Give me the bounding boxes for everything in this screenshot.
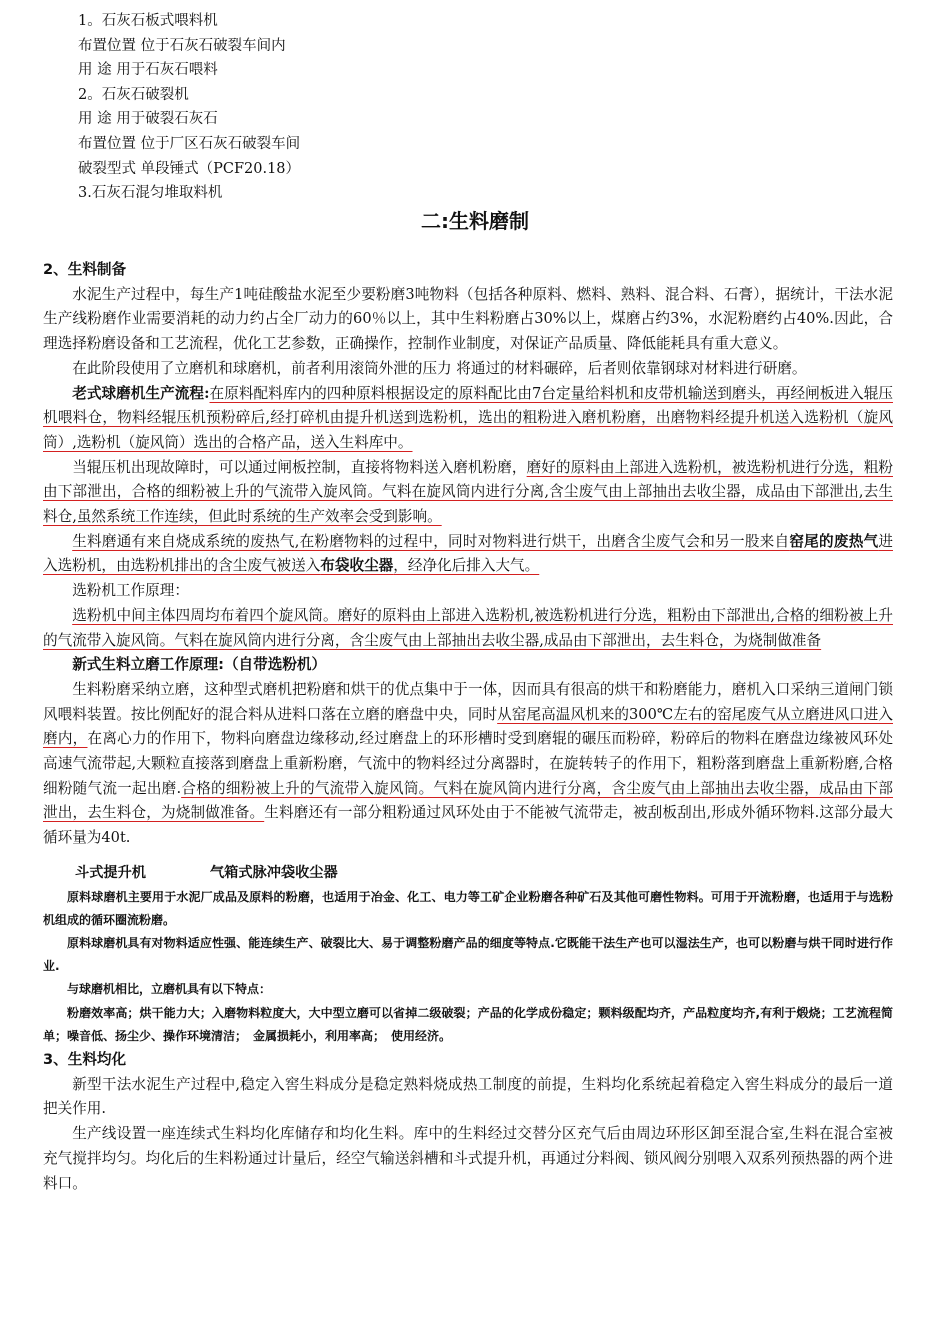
paragraph-vertical-mill (43, 678, 893, 851)
paragraph-ball-mill-features: 原料球磨机具有对物料适应性强、能连续生产、破裂比大、易于调整粉磨产品的细度等特点.它既能干法生产也可以湿法生产，也可以粉磨与烘干同时进行作业. (43, 935, 893, 974)
underlined-text: 生料磨通有来自烧成系统的废热气,在粉磨物料的过程中，同时对物料进行烘干，出磨含尘废气会和另一股来自 (72, 532, 790, 550)
heading-vertical-mill: 新式生料立磨工作原理:（自带选粉机） (72, 656, 327, 674)
underlined-text: 从窑尾高温风机来的300℃左右的窑尾废气从立磨进风口进入磨内， (43, 705, 893, 748)
paragraph-ball-mill-process (43, 382, 893, 456)
ball-mill-process-text: 在原料配料库内的四种原料根据设定的原料配比由7台定量给料机和皮带机输送到磨头，再经闸板进入辊压机喂料仓，物料经辊压机预粉碎后,经打碎机由提升机送到选粉机，选出的粗粉进入磨机粉磨，出磨物料经提升机送入选粉机（旋风筒）,选粉机（旋风筒）选出的合格产品，送入生料库中。 (43, 384, 893, 451)
paragraph-homogenization-intro: 新型干法水泥生产过程中,稳定入窖生料成分是稳定熟料烧成热工制度的前提，生料均化系统起着稳定入窖生料成分的最后一道把关作用. (43, 1075, 893, 1118)
heading-raw-meal-prep: 2、生料制备 (43, 261, 127, 278)
section-title: 二:生料磨制 (421, 209, 529, 233)
list-item: 布置位置 位于石灰石破裂车间内 (78, 37, 286, 54)
list-item: 破裂型式 单段锤式（PCF20.18） (78, 160, 301, 177)
list-item: 用 途 用于破裂石灰石 (78, 111, 218, 128)
bold-term: 布袋收尘器 (320, 557, 394, 575)
list-item: 1。石灰石板式喂料机 (78, 13, 218, 29)
paragraph-ball-mill-use: 原料球磨机主要用于水泥厂成品及原料的粉磨，也适用于冶金、化工、电力等工矿企业粉磨各种矿石及其他可磨性物料。可用于开流粉磨，也适用于与选粉机组成的循环圈流粉磨。 (43, 889, 893, 927)
paragraph-waste-heat (43, 530, 893, 579)
paragraph-separator-principle: 选粉机中间主体四周均布着四个旋风筒。磨好的原料由上部进入选粉机,被选粉机进行分选，粗粉由下部泄出,合格的细粉被上升的气流带入旋风筒。气料在旋风筒内进行分离，含尘废气由上部抽出去收尘器,成品由下部泄出，去生料仓，为烧制做准备 (43, 606, 893, 649)
underlined-text: ，经净化后排入大气。 (393, 557, 540, 575)
main-content (43, 258, 893, 1196)
heading-homogenization: 3、生料均化 (43, 1051, 127, 1068)
list-item: 2。石灰石破裂机 (78, 86, 189, 103)
figure-captions (43, 861, 893, 886)
caption-bag-filter: 气箱式脉冲袋收尘器 (209, 864, 338, 881)
underlined-text: 磨好的原料由上部进入选粉机，被选粉机进行分选，粗粉由下部泄出，合格的细粉被上升的气流带入旋风筒。气料在旋风筒内进行分离,含尘废气由上部抽出去收尘器，成品由下部泄出,去生料仓,虽然系统工作连续，但此时系统的生产效率会受到影响。 (43, 458, 893, 526)
text-span: 当辊压机出现故障时，可以通过闸板控制，直接将物料送入磨机粉磨， (72, 458, 527, 476)
underlined-text: 合格的细粉被上升的气流带入旋风筒。气料在旋风筒内进行分离，含尘废气由上部抽出去收尘器，成品由下部泄出，去生料仓，为烧制做准备。 (43, 779, 893, 822)
bold-term: 窑尾的废热气 (789, 532, 879, 550)
paragraph-separator-heading: 选粉机工作原理： (72, 582, 189, 600)
list-item: 用 途 用于石灰石喂料 (78, 62, 218, 79)
text-span: 生料粉磨采纳立磨，这种型式磨机把粉磨和烘干的优点集中于一体，因而具有很高的烘干和粉磨能力，磨机入口采纳三道闸门锁风喂料装置。按比例配好的混合料从进料口落在立磨的磨盘中央，同时 (43, 680, 893, 723)
paragraph-mills: 在此阶段使用了立磨机和球磨机，前者利用滚筒外泄的压力 将通过的材料碾碎，后者则依靠钢球对材料进行研磨。 (72, 359, 807, 377)
underlined-text: 进入选粉机，由选粉机排出的含尘废气被送入 (43, 532, 893, 575)
equipment-list (78, 9, 300, 206)
list-item: 3.石灰石混匀堆取料机 (78, 185, 223, 202)
paragraph-homogenization-silo: 生产线设置一座连续式生料均化库储存和均化生料。库中的生料经过交替分区充气后由周边环形区卸至混合室,生料在混合室被充气搅拌均匀。均化后的生料粉通过计量后，经空气输送斜槽和斗式提升机，再通过分料阀、锁风阀分别喂入双系列预热器的两个进料口。 (43, 1125, 893, 1192)
paragraph-vertical-mill-features: 粉磨效率高；烘干能力大；入磨物料粒度大，大中型立磨可以省掉二级破裂；产品的化学成份稳定；颗料级配均齐，产品粒度均齐,有利于煅烧；工艺流程简单；噪音低、扬尘少、操作环境清洁； 金属损耗小，利用率高； 使用经济。 (43, 1005, 893, 1043)
paragraph-intro: 水泥生产过程中，每生产1吨硅酸盐水泥至少要粉磨3吨物料（包括各种原料、燃料、熟料、混合料、石膏），据统计，干法水泥生产线粉磨作业需要消耗的动力约占全厂动力的60％以上，其中生料粉磨占30%以上，煤磨占约3%，水泥粉磨约占40%.因此，合理选择粉磨设备和工艺流程，优化工艺参数，正确操作，控制作业制度，对保证产品质量、降低能耗具有重大意义。 (43, 285, 893, 353)
list-item: 布置位置 位于厂区石灰石破裂车间 (78, 135, 301, 152)
text-span: 生料磨还有一部分粗粉通过风环处由于不能被气流带走，被刮板刮出,形成外循环物料.这部分最大循环量为40t. (43, 804, 893, 847)
paragraph-comparison: 与球磨机相比，立磨机具有以下特点： (67, 982, 272, 997)
ball-mill-label: 老式球磨机生产流程: (72, 384, 210, 402)
paragraph-roller-press-fault (43, 456, 893, 530)
text-span: 在离心力的作用下，物料向磨盘边缘移动,经过磨盘上的环形槽时受到磨辊的碾压而粉碎，粉碎后的物料在磨盘边缘被风环处高速气流带起,大颗粒直接落到磨盘上重新粉磨，气流中的物料经过分离器时，在旋转转子的作用下，粗粉落到磨盘上重新粉磨,合格细粉随气流一起出磨. (43, 730, 893, 797)
caption-bucket-elevator: 斗式提升机 (75, 864, 146, 881)
